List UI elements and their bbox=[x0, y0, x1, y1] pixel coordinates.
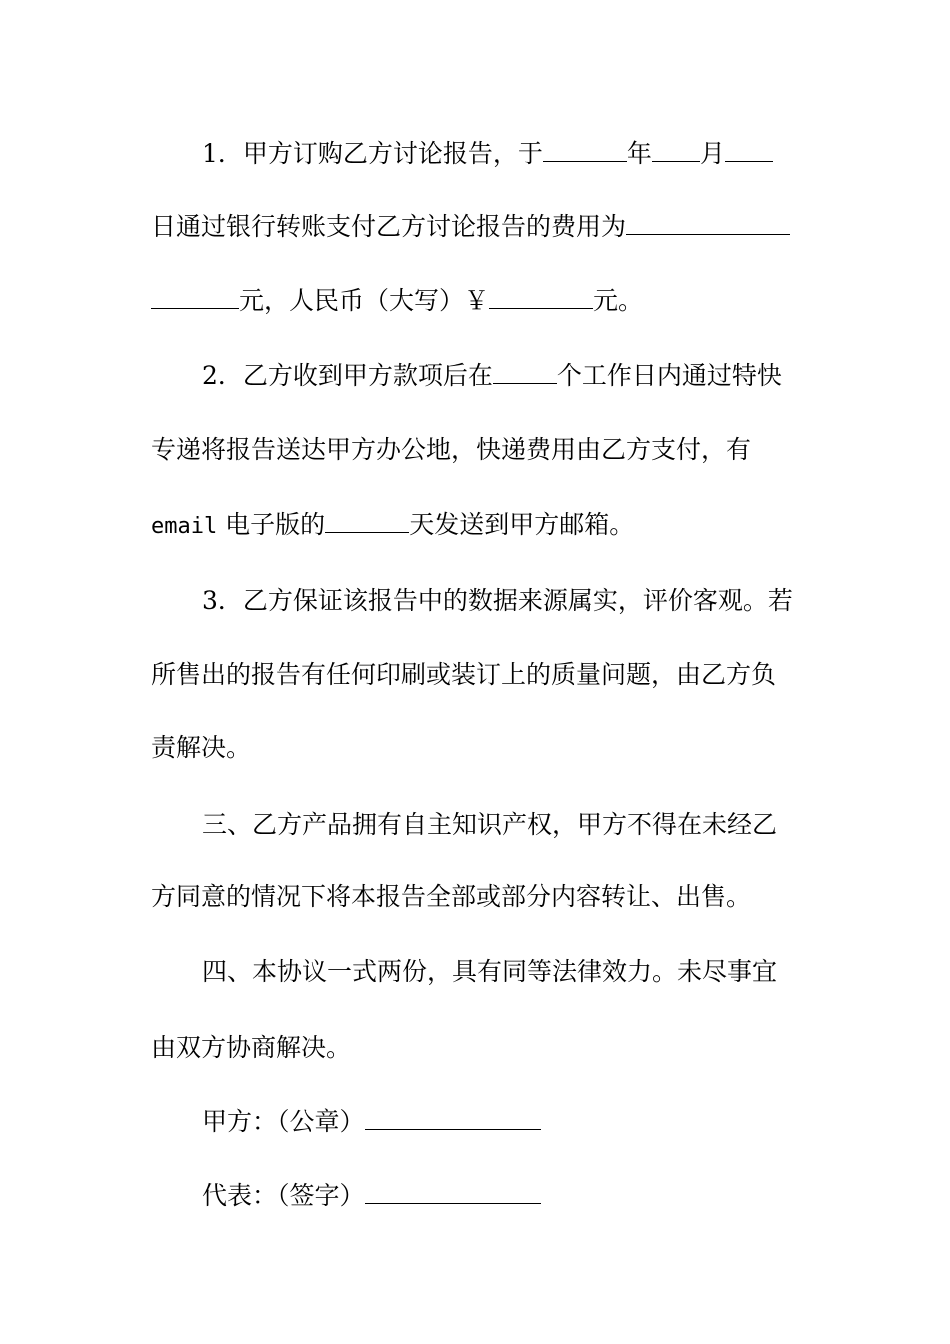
section3-text-a: 三、乙方产品拥有自主知识产权，甲方不得在未经乙 bbox=[202, 810, 778, 839]
clause2-text-a: 2．乙方收到甲方款项后在 bbox=[202, 361, 493, 390]
clause2-email-word: email bbox=[151, 514, 218, 539]
clause3-line1 bbox=[0, 584, 950, 618]
section4-line2 bbox=[0, 1031, 950, 1065]
clause2-text-b: 个工作日内通过特快 bbox=[556, 361, 782, 390]
clause2-text-c: 专递将报告送达甲方办公地，快递费用由乙方支付，有 bbox=[151, 435, 752, 464]
clause3-text-b: 所售出的报告有任何印刷或装订上的质量问题，由乙方负 bbox=[151, 660, 777, 689]
clause3-line3 bbox=[0, 731, 950, 765]
clause2-line2 bbox=[0, 433, 950, 467]
fee-uppercase-blank[interactable] bbox=[489, 284, 593, 309]
fee-amount-blank-cont[interactable] bbox=[151, 284, 239, 309]
clause3-text-a: 3．乙方保证该报告中的数据来源属实，评价客观。若 bbox=[202, 586, 793, 615]
clause1-line1 bbox=[0, 137, 950, 171]
party-a-seal-blank[interactable] bbox=[365, 1105, 541, 1130]
fee-amount-blank[interactable] bbox=[626, 210, 790, 235]
section3-line1 bbox=[0, 808, 950, 842]
clause1-line3 bbox=[0, 284, 950, 318]
representative-signature-label: 代表：（签字） bbox=[202, 1181, 365, 1210]
section4-line1 bbox=[0, 955, 950, 989]
clause1-line2 bbox=[0, 210, 950, 244]
year-blank[interactable] bbox=[543, 137, 627, 162]
clause1-text-f: 元。 bbox=[593, 286, 644, 315]
clause2-line1 bbox=[0, 359, 950, 393]
clause2-text-d: 电子版的 bbox=[217, 510, 326, 539]
section3-line2 bbox=[0, 880, 950, 914]
representative-signature-blank[interactable] bbox=[365, 1179, 541, 1204]
representative-signature-line bbox=[0, 1179, 950, 1213]
party-a-seal-line bbox=[0, 1105, 950, 1139]
day-blank[interactable] bbox=[725, 137, 773, 162]
clause2-text-e: 天发送到甲方邮箱。 bbox=[409, 510, 635, 539]
clause1-text-e: 元，人民币（大写）￥ bbox=[239, 286, 490, 315]
party-a-seal-label: 甲方：（公章） bbox=[202, 1107, 365, 1136]
email-days-blank[interactable] bbox=[325, 508, 409, 533]
clause1-text-b: 年 bbox=[626, 139, 652, 168]
month-blank[interactable] bbox=[652, 137, 700, 162]
clause3-line2 bbox=[0, 658, 950, 692]
clause1-text-a: 1．甲方订购乙方讨论报告，于 bbox=[202, 139, 543, 168]
clause3-text-c: 责解决。 bbox=[151, 733, 252, 762]
section4-text-b: 由双方协商解决。 bbox=[151, 1033, 352, 1062]
section4-text-a: 四、本协议一式两份，具有同等法律效力。未尽事宜 bbox=[202, 957, 778, 986]
clause1-text-d: 日通过银行转账支付乙方讨论报告的费用为 bbox=[151, 212, 627, 241]
workdays-blank[interactable] bbox=[493, 359, 557, 384]
clause1-text-c: 月 bbox=[699, 139, 725, 168]
section3-text-b: 方同意的情况下将本报告全部或部分内容转让、出售。 bbox=[151, 882, 752, 911]
clause2-line3 bbox=[0, 508, 950, 544]
